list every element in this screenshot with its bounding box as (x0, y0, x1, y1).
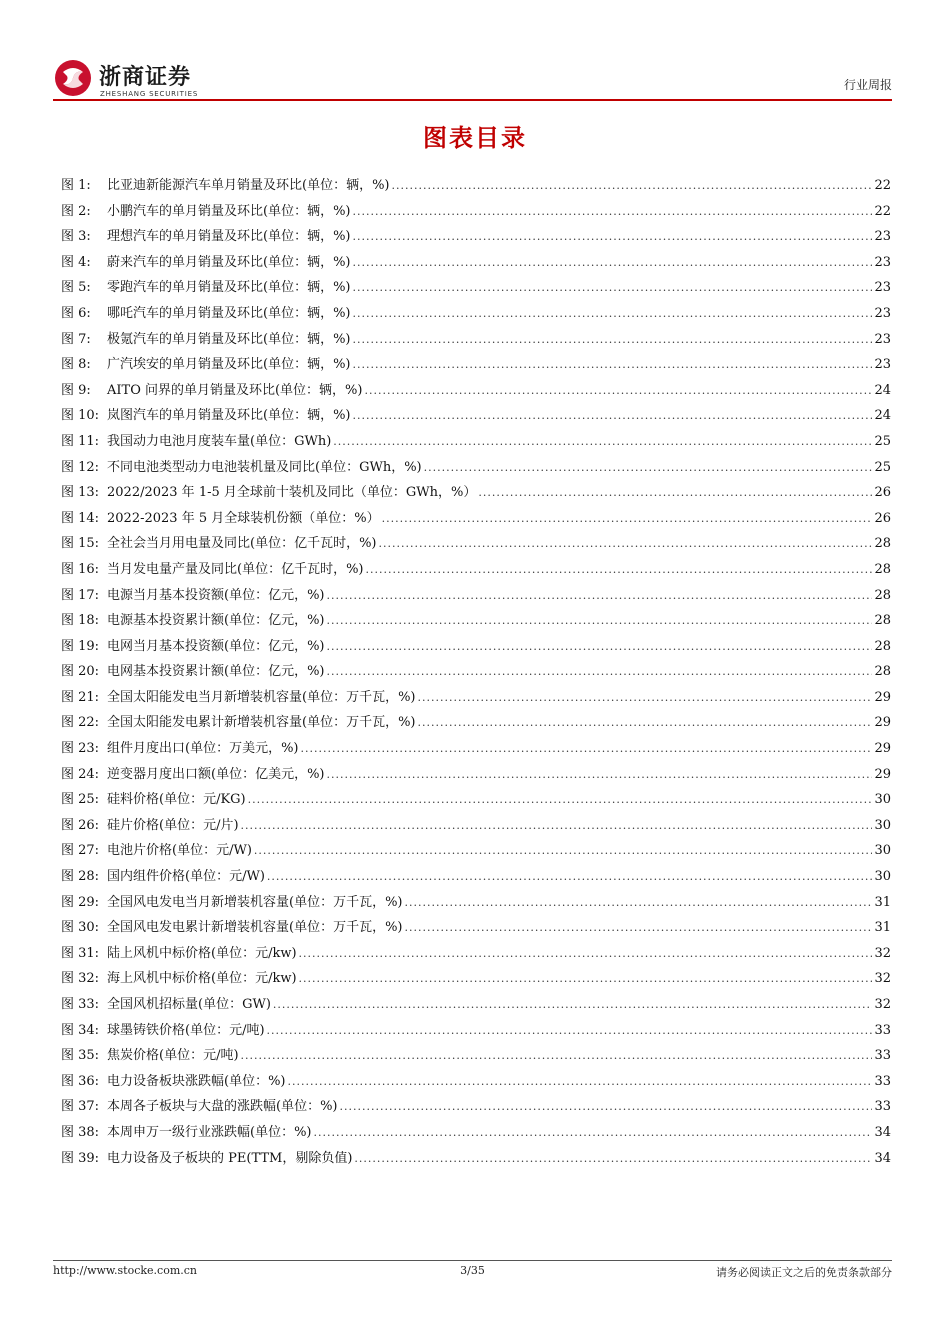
toc-entry-label (61, 200, 351, 219)
toc-entry[interactable] (61, 891, 891, 917)
toc-leader-dots (333, 435, 872, 448)
toc-entry-number: 图 35: (61, 1048, 100, 1064)
toc-entry-title: 电源基本投资累计额(单位：亿元，%) (107, 613, 325, 629)
toc-entry-label (61, 353, 351, 372)
toc-entry-label (61, 404, 351, 423)
toc-entry-page: 33 (874, 1099, 891, 1115)
toc-leader-dots (418, 716, 873, 729)
toc-entry-title: 陆上风机中标价格(单位：元/kw) (107, 945, 297, 961)
toc-entry-page: 23 (874, 229, 891, 245)
toc-entry[interactable] (61, 763, 891, 789)
toc-entry-number: 图 12: (61, 459, 100, 475)
toc-entry-page: 33 (874, 1073, 891, 1089)
toc-entry-number: 图 31: (61, 945, 100, 961)
toc-entry[interactable] (61, 967, 891, 993)
toc-entry-page: 23 (874, 254, 891, 270)
toc-entry-title: 2022/2023 年 1-5 月全球前十装机及同比（单位：GWh，%） (107, 485, 477, 501)
toc-entry-page: 34 (874, 1124, 891, 1140)
toc-entry[interactable] (61, 1121, 891, 1147)
toc-leader-dots (267, 1024, 873, 1037)
toc-entry-number: 图 30: (61, 920, 100, 936)
toc-entry-title: 极氪汽车的单月销量及环比(单位：辆，%) (107, 331, 351, 347)
toc-entry-number: 图 29: (61, 894, 100, 910)
toc-leader-dots (405, 921, 873, 934)
toc-entry[interactable] (61, 839, 891, 865)
toc-entry-title: 组件月度出口(单位：万美元，%) (107, 741, 299, 757)
toc-entry-label (61, 737, 299, 756)
toc-leader-dots (366, 563, 873, 576)
toc-leader-dots (241, 1049, 873, 1062)
toc-entry-label (61, 430, 331, 449)
toc-entry-label (61, 456, 422, 475)
toc-entry-title: 小鹏汽车的单月销量及环比(单位：辆，%) (107, 203, 351, 219)
toc-entry-page: 22 (874, 203, 891, 219)
toc-entry-label (61, 967, 297, 986)
toc-entry-title: 全国太阳能发电当月新增装机容量(单位：万千瓦，%) (107, 689, 416, 705)
toc-entry-title: 比亚迪新能源汽车单月销量及环比(单位：辆，%) (107, 178, 390, 193)
toc-entry-title: 硅料价格(单位：元/KG) (107, 792, 246, 808)
brand-name-cn: 浙商证券 (99, 65, 192, 90)
toc-entry-label (61, 328, 351, 347)
toc-entry-number: 图 16: (61, 561, 100, 577)
page-title: 图表目录 (423, 124, 527, 152)
toc-leader-dots (405, 896, 873, 909)
toc-entry-number: 图 8: (61, 357, 91, 373)
toc-entry-number: 图 2: (61, 203, 91, 219)
toc-leader-dots (353, 256, 873, 269)
toc-entry-number: 图 7: (61, 331, 91, 347)
toc-entry-title: 逆变器月度出口额(单位：亿美元，%) (107, 766, 325, 782)
toc-entry-label (61, 225, 351, 244)
toc-entry-label (61, 1147, 352, 1166)
toc-entry-label (61, 1121, 312, 1140)
toc-entry-title: 本周申万一级行业涨跌幅(单位：%) (107, 1124, 312, 1140)
toc-entry[interactable] (61, 430, 891, 456)
toc-entry-page: 24 (874, 408, 891, 424)
toc-entry-number: 图 34: (61, 1022, 100, 1038)
toc-entry-title: 当月发电量产量及同比(单位：亿千瓦时，%) (107, 561, 364, 577)
toc-entry[interactable] (61, 635, 891, 661)
toc-entry[interactable] (61, 609, 891, 635)
toc-entry-label (61, 891, 403, 910)
toc-entry-number: 图 23: (61, 741, 100, 757)
toc-entry[interactable] (61, 558, 891, 584)
page-header (53, 56, 892, 104)
toc-entry-title: 广汽埃安的单月销量及环比(单位：辆，%) (107, 357, 351, 373)
toc-leader-dots (327, 614, 873, 627)
toc-entry[interactable] (61, 942, 891, 968)
toc-entry-label (61, 1044, 239, 1063)
toc-leader-dots (418, 691, 873, 704)
toc-entry-number: 图 19: (61, 638, 100, 654)
toc-entry-label (61, 1019, 265, 1038)
toc-leader-dots (353, 281, 873, 294)
toc-entry-title: 电源当月基本投资额(单位：亿元，%) (107, 587, 325, 603)
toc-entry-page: 31 (874, 920, 891, 936)
toc-entry[interactable] (61, 353, 891, 379)
toc-leader-dots (353, 409, 873, 422)
toc-entry-label (61, 1070, 286, 1089)
toc-entry-page: 29 (874, 715, 891, 731)
toc-entry-number: 图 14: (61, 510, 100, 526)
toc-entry-title: 电网当月基本投资额(单位：亿元，%) (107, 638, 325, 654)
toc-entry-page: 23 (874, 280, 891, 296)
toc-leader-dots (353, 205, 873, 218)
toc-entry-page: 30 (874, 869, 891, 885)
toc-entry-label (61, 302, 351, 321)
toc-entry[interactable] (61, 251, 891, 277)
toc-leader-dots (299, 972, 873, 985)
toc-entry-title: 焦炭价格(单位：元/吨) (107, 1048, 239, 1064)
toc-entry[interactable] (61, 916, 891, 942)
brand-name-en: ZHESHANG SECURITIES (100, 90, 199, 98)
toc-entry-number: 图 28: (61, 869, 100, 885)
toc-leader-dots (354, 1152, 872, 1165)
toc-leader-dots (327, 665, 873, 678)
toc-entry[interactable] (61, 404, 891, 430)
toc-entry-page: 28 (874, 561, 891, 577)
toc-leader-dots (299, 947, 873, 960)
toc-entry-number: 图 32: (61, 971, 100, 987)
toc-entry-number: 图 36: (61, 1073, 100, 1089)
toc-entry-label (61, 993, 271, 1012)
toc-entry[interactable] (61, 660, 891, 686)
toc-entry[interactable] (61, 1095, 891, 1121)
toc-entry[interactable] (61, 1044, 891, 1070)
toc-entry-label (61, 865, 265, 884)
toc-entry[interactable] (61, 1019, 891, 1045)
toc-entry-page: 29 (874, 766, 891, 782)
toc-entry-label (61, 839, 252, 858)
toc-entry[interactable] (61, 174, 891, 200)
header-divider (53, 99, 892, 101)
toc-leader-dots (314, 1126, 873, 1139)
toc-entry-title: 电池片价格(单位：元/W) (107, 843, 252, 859)
toc-entry-page: 30 (874, 843, 891, 859)
toc-entry-title: 球墨铸铁价格(单位：元/吨) (107, 1022, 265, 1038)
footer-disclaimer: 请务必阅读正文之后的免责条款部分 (716, 1266, 892, 1279)
toc-entry-number: 图 3: (61, 229, 91, 245)
toc-entry-page: 30 (874, 792, 891, 808)
toc-entry-page: 31 (874, 894, 891, 910)
toc-leader-dots (327, 640, 873, 653)
toc-leader-dots (364, 384, 872, 397)
toc-entry-title: AITO 问界的单月销量及环比(单位：辆，%) (107, 382, 363, 398)
toc-entry-number: 图 5: (61, 280, 91, 296)
toc-entry[interactable] (61, 200, 891, 226)
toc-entry-number: 图 37: (61, 1099, 100, 1115)
toc-entry-page: 33 (874, 1048, 891, 1064)
toc-entry-label (61, 558, 364, 577)
toc-entry-label (61, 174, 390, 193)
toc-entry[interactable] (61, 276, 891, 302)
toc-entry-title: 国内组件价格(单位：元/W) (107, 869, 265, 885)
toc-entry-label (61, 788, 246, 807)
toc-entry-page: 23 (874, 305, 891, 321)
toc-entry-page: 28 (874, 587, 891, 603)
toc-entry[interactable] (61, 737, 891, 763)
toc-entry[interactable] (61, 481, 891, 507)
toc-entry-number: 图 21: (61, 689, 100, 705)
toc-entry-number: 图 10: (61, 408, 100, 424)
toc-entry-label (61, 711, 416, 730)
toc-entry-page: 23 (874, 331, 891, 347)
toc-entry[interactable] (61, 379, 891, 405)
toc-leader-dots (353, 333, 873, 346)
toc-entry-title: 理想汽车的单月销量及环比(单位：辆，%) (107, 229, 351, 245)
toc-entry-number: 图 1: (61, 178, 91, 193)
toc-entry-page: 32 (874, 945, 891, 961)
toc-entry[interactable] (61, 507, 891, 533)
footer-page-number: 3/35 (460, 1264, 485, 1277)
toc-entry[interactable] (61, 788, 891, 814)
toc-entry-title: 全国太阳能发电累计新增装机容量(单位：万千瓦，%) (107, 715, 416, 731)
toc-entry-number: 图 27: (61, 843, 100, 859)
toc-entry-label (61, 507, 380, 526)
toc-entry-title: 全国风电发电当月新增装机容量(单位：万千瓦，%) (107, 894, 403, 910)
toc-entry-title: 电力设备及子板块的 PE(TTM，剔除负值) (107, 1150, 353, 1166)
toc-entry-page: 32 (874, 971, 891, 987)
toc-leader-dots (478, 486, 872, 499)
toc-entry-number: 图 39: (61, 1150, 100, 1166)
toc-entry-title: 零跑汽车的单月销量及环比(单位：辆，%) (107, 280, 351, 296)
toc-entry-title: 全社会当月用电量及同比(单位：亿千瓦时，%) (107, 536, 377, 552)
toc-leader-dots (424, 461, 873, 474)
toc-entry-number: 图 33: (61, 997, 100, 1012)
toc-entry[interactable] (61, 584, 891, 610)
toc-entry-number: 图 20: (61, 664, 100, 680)
toc-entry[interactable] (61, 456, 891, 482)
toc-entry[interactable] (61, 865, 891, 891)
table-of-figures (61, 174, 891, 1172)
toc-entry-number: 图 11: (61, 433, 100, 449)
toc-leader-dots (353, 358, 873, 371)
toc-leader-dots (353, 230, 873, 243)
toc-entry-number: 图 18: (61, 613, 100, 629)
toc-entry-number: 图 24: (61, 766, 100, 782)
toc-entry[interactable] (61, 993, 891, 1019)
toc-entry-label (61, 276, 351, 295)
toc-entry-number: 图 13: (61, 485, 100, 501)
toc-entry-title: 本周各子板块与大盘的涨跌幅(单位：%) (107, 1099, 338, 1115)
toc-entry-number: 图 4: (61, 254, 91, 270)
toc-entry-number: 图 22: (61, 715, 100, 731)
toc-entry-label (61, 251, 351, 270)
zheshang-logo-icon (53, 58, 93, 98)
toc-entry-page: 25 (874, 459, 891, 475)
toc-entry-page: 28 (874, 664, 891, 680)
toc-entry-title: 全国风机招标量(单位：GW) (107, 997, 271, 1012)
toc-entry-title: 2022-2023 年 5 月全球装机份额（单位：%） (107, 510, 380, 526)
toc-entry-label (61, 1095, 338, 1114)
toc-leader-dots (248, 793, 873, 806)
brand-logo (53, 56, 203, 104)
footer-divider (53, 1260, 892, 1261)
toc-entry-number: 图 25: (61, 792, 100, 808)
toc-entry[interactable] (61, 302, 891, 328)
toc-entry-page: 28 (874, 638, 891, 654)
toc-entry-title: 电网基本投资累计额(单位：亿元，%) (107, 664, 325, 680)
toc-entry-number: 图 6: (61, 305, 91, 321)
toc-entry-title: 电力设备板块涨跌幅(单位：%) (107, 1073, 286, 1089)
toc-entry-label (61, 584, 325, 603)
toc-entry-label (61, 660, 325, 679)
toc-entry-label (61, 916, 403, 935)
toc-entry-page: 25 (874, 433, 891, 449)
toc-entry-label (61, 763, 325, 782)
toc-entry[interactable] (61, 532, 891, 558)
toc-entry-label (61, 609, 325, 628)
toc-entry-label (61, 532, 377, 551)
toc-entry[interactable] (61, 1070, 891, 1096)
toc-entry-number: 图 9: (61, 382, 91, 398)
toc-entry-page: 34 (874, 1150, 891, 1166)
toc-leader-dots (327, 589, 873, 602)
toc-entry-title: 哪吒汽车的单月销量及环比(单位：辆，%) (107, 305, 351, 321)
toc-entry-page: 29 (874, 741, 891, 757)
toc-entry-label (61, 379, 362, 398)
toc-entry-number: 图 38: (61, 1124, 100, 1140)
toc-entry-page: 26 (874, 485, 891, 501)
toc-entry-number: 图 17: (61, 587, 100, 603)
toc-entry-label (61, 942, 297, 961)
toc-leader-dots (327, 768, 873, 781)
toc-entry[interactable] (61, 686, 891, 712)
toc-entry-title: 岚图汽车的单月销量及环比(单位：辆，%) (107, 408, 351, 424)
toc-entry-page: 23 (874, 357, 891, 373)
toc-leader-dots (340, 1100, 873, 1113)
toc-entry-label (61, 635, 325, 654)
toc-leader-dots (353, 307, 873, 320)
toc-entry-title: 海上风机中标价格(单位：元/kw) (107, 971, 297, 987)
toc-entry-page: 29 (874, 689, 891, 705)
toc-entry-title: 硅片价格(单位：元/片) (107, 817, 239, 833)
toc-entry-page: 33 (874, 1022, 891, 1038)
toc-entry-page: 24 (874, 382, 891, 398)
toc-leader-dots (382, 512, 873, 525)
toc-entry-page: 30 (874, 817, 891, 833)
page-footer (53, 1264, 892, 1280)
toc-entry-page: 22 (874, 178, 891, 193)
toc-entry-title: 蔚来汽车的单月销量及环比(单位：辆，%) (107, 254, 351, 270)
toc-leader-dots (273, 998, 873, 1011)
toc-entry-page: 32 (874, 997, 891, 1012)
toc-entry-page: 26 (874, 510, 891, 526)
toc-entry-label (61, 481, 476, 500)
toc-leader-dots (288, 1075, 873, 1088)
toc-entry-label (61, 686, 416, 705)
toc-entry-number: 图 15: (61, 536, 100, 552)
report-type: 行业周报 (843, 78, 892, 92)
toc-entry-page: 28 (874, 536, 891, 552)
toc-entry-number: 图 26: (61, 817, 100, 833)
toc-entry-title: 不同电池类型动力电池装机量及同比(单位：GWh，%) (107, 459, 422, 475)
toc-leader-dots (379, 537, 873, 550)
toc-leader-dots (254, 844, 873, 857)
toc-entry-page: 28 (874, 613, 891, 629)
footer-url[interactable]: http://www.stocke.com.cn (53, 1264, 197, 1277)
toc-entry[interactable] (61, 711, 891, 737)
toc-entry-label (61, 814, 239, 833)
toc-entry-title: 我国动力电池月度装车量(单位：GWh) (107, 433, 332, 449)
toc-entry[interactable] (61, 814, 891, 840)
toc-entry[interactable] (61, 328, 891, 354)
toc-entry-title: 全国风电发电累计新增装机容量(单位：万千瓦，%) (107, 920, 403, 936)
toc-entry[interactable] (61, 1147, 891, 1173)
toc-entry[interactable] (61, 225, 891, 251)
toc-leader-dots (241, 819, 873, 832)
toc-leader-dots (392, 179, 873, 192)
toc-leader-dots (267, 870, 873, 883)
toc-leader-dots (301, 742, 873, 755)
